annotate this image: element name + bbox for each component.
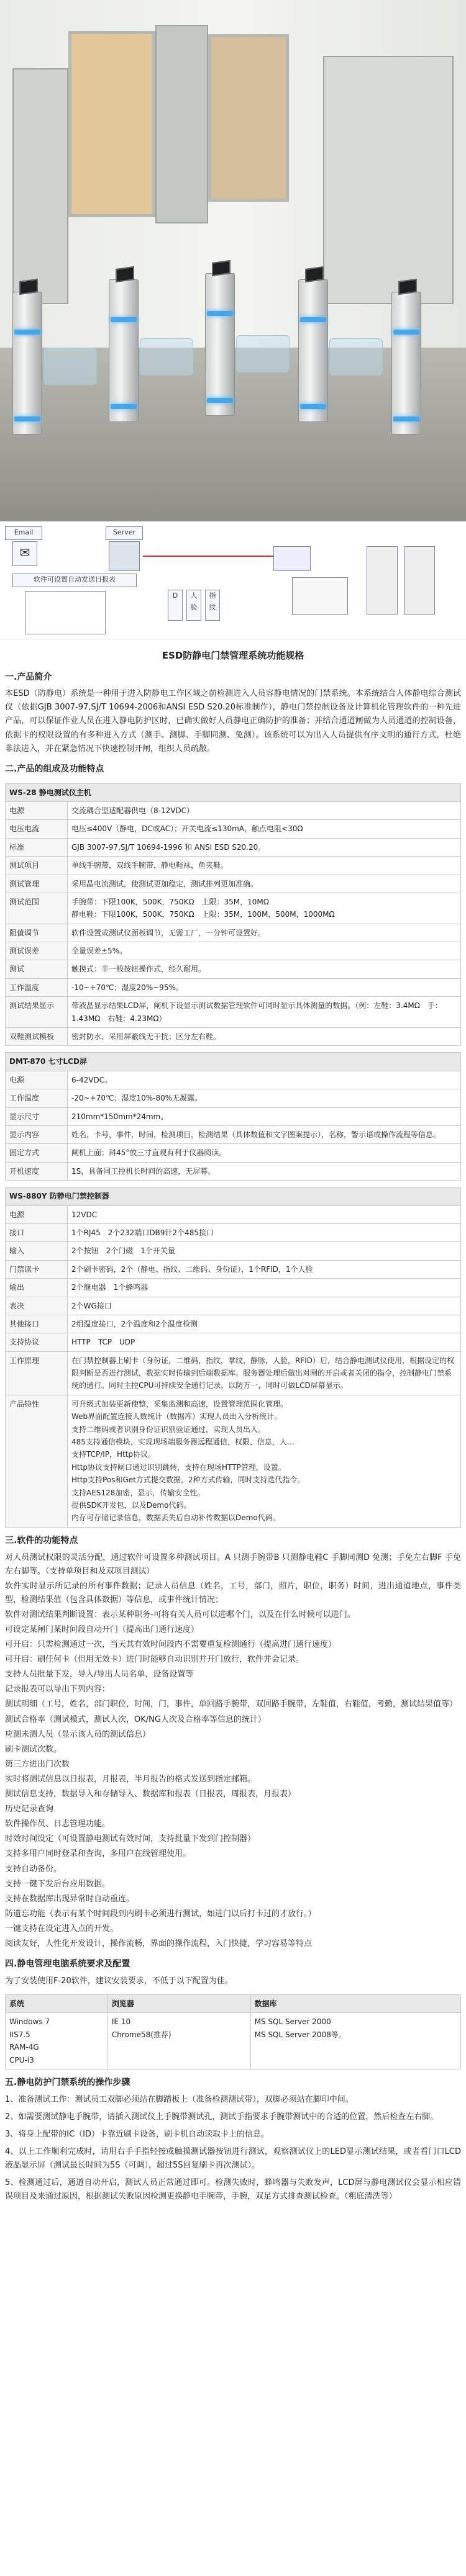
table-row xyxy=(6,838,461,856)
spec-value: 12VDC xyxy=(68,1205,461,1223)
requirements-heading: 四.静电管理电脑系统要求及配置 xyxy=(5,1959,130,1970)
feature-paragraph: 可设定某闸门某时间段自动开门（提高出门通行速度） xyxy=(5,1625,199,1635)
spec-key: 电源 xyxy=(6,1071,68,1089)
spec-key: 显示尺寸 xyxy=(6,1107,68,1125)
spec-key: 开机速度 xyxy=(6,1162,68,1180)
spec-key: 标准 xyxy=(6,838,68,856)
table-row xyxy=(6,978,461,996)
feature-paragraph: 对人员测试权限的灵活分配，通过软件可设置多种测试项目。A 只测手腕带B 只测静电鞋C 手脚同测D 免测；手免左右脚F 手免左右脚等。（支持单项目和及双项目测试） xyxy=(5,1552,461,1576)
spec-value: 手腕带：下限100K，500K，750KΩ 上限：35M，10MΩ 静电鞋：下限100K，500K，750KΩ 上限：35M，100M，500M，1000MΩ xyxy=(68,893,461,924)
feature-paragraph: 测试明细（工号，姓名，部门职位，时间，门，事件，单回路手腕带，双回路手腕带，左鞋值，右鞋值，考勤，测试结果值等） xyxy=(5,1700,458,1709)
software-heading: 三.软件的功能特点 xyxy=(5,1535,78,1546)
table-row xyxy=(6,997,461,1028)
feature-paragraph: 一键支持在设定进入点的开发。 xyxy=(5,1924,119,1934)
feature-paragraph: 可开启：刷任何卡（但用无效卡）进门时能够自动识别并开门放行，软件并会记录。 xyxy=(5,1655,304,1665)
spec-value: 6-42VDC。 xyxy=(68,1071,461,1089)
spec-value: 闸机上面；斜45°放三寸直观有利于仪器阅读。 xyxy=(68,1144,461,1162)
spec-value: 密封防水、采用屏蔽线无干扰；区分左右鞋。 xyxy=(68,1028,461,1046)
operation-step: 5、检测通过后，通道自动开启，测试人员正常通过即可。检测失败时，蜂鸣器与失败发声，LCD屏与静电测试仪会显示相应错误项目及来通过原因，根据测试失败原因检测更换静电手腕带，手腕，双足方式排查测试检查。（粗底清洗等） xyxy=(5,2178,461,2202)
feature-paragraph: 应测未测人员（显示该人员的测试信息） xyxy=(5,1729,151,1739)
spec-key: 电压电流 xyxy=(6,820,68,838)
operation-step: 2、如需要测试静电手腕带，请插入测试仪上手腕带测试孔，测试手指要求手腕带测试中的合适的位置，然后检查左右脚。 xyxy=(5,2112,439,2122)
spec-value: 触摸式：非一般按钮操作式，经久耐用。 xyxy=(68,960,461,978)
req-header: 浏览器 xyxy=(107,1994,250,2012)
feature-paragraph: 阅读友好，人性化开发设计，操作流畅，界面的操作流程，入门快捷，学习容易等特点 xyxy=(5,1939,313,1948)
spec-key: 电源 xyxy=(6,1205,68,1223)
feature-paragraph: 时效时间设定（可设置静电测试有效时间，支持批量下发到门控制器） xyxy=(5,1834,256,1844)
operation-step: 1、准备测试工作：测试员工双脚必须站在脚踏板上（准备检测测试带），双脚必须站在脚印中间。 xyxy=(5,2094,354,2104)
table-row xyxy=(6,875,461,893)
email-label: Email xyxy=(5,526,42,540)
feature-paragraph: 支持多用户同时登录和查询，多用户在线管理使用。 xyxy=(5,1849,191,1859)
report-note: 软件可设置自动发送日报表 xyxy=(12,574,137,587)
spec-value: 2个WG接口 xyxy=(68,1297,461,1315)
spec-value: 1个RJ45 2个232端口DB9针2个485接口 xyxy=(68,1223,461,1241)
feature-paragraph: 测试信息支持，数据导入和存储导入、数据库和报表（日报表，周报表，月报表） xyxy=(5,1790,296,1799)
table-ws28 xyxy=(5,783,461,1047)
operations-heading: 五.静电防护门禁系统的操作步骤 xyxy=(5,2077,130,2087)
table-row xyxy=(6,1242,461,1260)
spec-value: 单线手腕带，双线手腕带，静电鞋袜，鱼夹鞋。 xyxy=(68,857,461,875)
table-row xyxy=(6,1223,461,1241)
feature-paragraph: 软件操作员、日志管理功能。 xyxy=(5,1819,111,1829)
feature-paragraph: 记录报表可以导出下列内容： xyxy=(5,1685,111,1695)
table-title: WS-28 静电测试仪主机 xyxy=(6,783,461,801)
table-row xyxy=(6,1071,461,1089)
spec-key: 电源 xyxy=(6,801,68,819)
feature-paragraph: 支持人员批量下发，导入/导出人员名单，设备设置等 xyxy=(5,1670,194,1680)
table-row xyxy=(6,1144,461,1162)
req-header: 数据库 xyxy=(250,1994,460,2012)
spec-value: -10~+70℃；湿度20%~95%。 xyxy=(68,978,461,996)
spec-key: 输入 xyxy=(6,1242,68,1260)
intro-paragraph: 本ESD（防静电）系统是一种用于进入防静电工作区域之前检测进入人员容静电情况的门禁系统。本系统结合人体静电综合测试仪（依据GJB 3007-97,SJ/T 10694-2006和ANSI ESD S20.20标准制作），静电门禁控制设备及计算机化管理软件的一种先进产品，可以保证作业人员在进入静电防护区时，已确实做好人员静电正确防护的准备；并结合通道闸做为人员通道的控制设备，依据卡的权限设置的有多种进入方式（测手、测脚、手脚同测、免测）。该系统可以为出入人员提供有序文明的通行方式，杜绝非法进入，并在紧急情况下快速控制开闸，组织人员疏散。 xyxy=(5,689,461,754)
spec-key: 测试结果显示 xyxy=(6,997,68,1028)
feature-paragraph: 第三方进出门次数 xyxy=(5,1759,70,1769)
feature-paragraph: 刷卡测试次数。 xyxy=(5,1744,62,1754)
rack-icon xyxy=(292,577,348,615)
requirements-table xyxy=(5,1994,461,2069)
spec-key: 测试误差 xyxy=(6,942,68,960)
spec-value: GJB 3007-97,SJ/T 10694-1996 和 ANSI ESD S20.20。 xyxy=(68,838,461,856)
req-cell: Windows 7 IIS7.5 RAM-4G CPU-i3 xyxy=(6,2013,108,2069)
table-row xyxy=(6,1205,461,1223)
spec-value: HTTP TCP UDP xyxy=(68,1333,461,1351)
intro-heading: 一.产品简介 xyxy=(5,672,52,682)
server-icon xyxy=(109,541,140,571)
controller-icon xyxy=(273,546,311,571)
spec-key: 工作温度 xyxy=(6,1089,68,1107)
spec-value: 电压≤400V（静电，DC或AC）；开关电流≤130mA，触点电阻<30Ω xyxy=(68,820,461,838)
table-title: DMT-870 七寸LCD屏 xyxy=(6,1053,461,1071)
feature-paragraph: 实时将测试信息以日报表，月报表，半月报告的格式发送到指定邮箱。 xyxy=(5,1774,256,1784)
req-header: 系统 xyxy=(6,1994,108,2012)
spec-value: 采用晶电流测试，使测试更加稳定，测试排列更加准确。 xyxy=(68,875,461,893)
gate-b-icon xyxy=(404,546,435,615)
spec-key: 支持协议 xyxy=(6,1333,68,1351)
feature-paragraph: 防遗忘功能（表示有某个时间段到内刷卡必须进行测试，如进门以后打卡过的才放行。） xyxy=(5,1909,316,1919)
table-row xyxy=(6,801,461,819)
finger-node: 人 脸 xyxy=(186,590,201,621)
spec-value: 可升级式加装更新使整，采集监测和高速，设置管理范围化管理。 Web界面配置连接人数统计（数据库）实现人员出入分析统计。 支持二维码或者识别身份证识别验证通过，实现人员出入。 485支持通信模块，实现现场端服务器远程通信，权限，信息，人… 支持TCP/IP，Http协议。 Http协议支持闸口通过识别跳转，支持在现场HTTP管理，设置。 Http支持Pos和Get方式提交数据，2种方式传输，同时支持迭代指令。 支持AES128加密，显示，传输安全性。 提供SDK开发包，以及Demo代码。 内存可存储记录信息，数据丢失后自动补传数据以Demo代码。 xyxy=(68,1395,461,1527)
spec-key: 输出 xyxy=(6,1279,68,1297)
spec-value: 2组温度接口，2个温度和2个温度检测 xyxy=(68,1315,461,1333)
spec-value: 2个刷卡密码，2个（静电、指纹、二维码、身份证），1个RFID，1个人脸 xyxy=(68,1260,461,1278)
feature-paragraph: 测试合格率（测试模式，测试人次，OK/NG人次及合格率等信息的统计） xyxy=(5,1714,266,1724)
spec-key: 阻值调节 xyxy=(6,924,68,942)
spec-key: 测试范围 xyxy=(6,893,68,924)
spec-key: 测试 xyxy=(6,960,68,978)
table-row xyxy=(6,857,461,875)
spec-value: 2个继电器 1个蜂鸣器 xyxy=(68,1279,461,1297)
spec-key: 其他接口 xyxy=(6,1315,68,1333)
operation-step: 4、以上工作顺利完成时，请用右手手指轻按或触摸测试器按钮进行测试，观察测试仪上的LED显示测试结果，或者看门口LCD液晶显示屏（测试最长时间为5S（可调），超过5S回复刷卡再次测试）。 xyxy=(5,2147,461,2171)
spec-key: 表决 xyxy=(6,1297,68,1315)
spec-key: 工作原理 xyxy=(6,1351,68,1395)
feature-paragraph: 支持在数据库出现异常时自动重连。 xyxy=(5,1894,135,1904)
gate-a-icon xyxy=(367,546,398,615)
card-node: 指 纹 xyxy=(205,590,220,621)
spec-key: 双鞋测试模板 xyxy=(6,1028,68,1046)
feature-paragraph: 支持自动备份。 xyxy=(5,1864,62,1874)
spec-value: 软件设置或测试仪面板调节，无需工厂，一分钟可设置好。 xyxy=(68,924,461,942)
hero-photo xyxy=(0,0,466,521)
req-cell: MS SQL Server 2000 MS SQL Server 2008等。 xyxy=(250,2013,460,2069)
table-ws880y xyxy=(5,1187,461,1528)
table-row xyxy=(6,942,461,960)
spec-key: 显示内容 xyxy=(6,1125,68,1143)
components-heading: 二.产品的组成及功能特点 xyxy=(5,763,104,774)
email-icon: ✉ xyxy=(12,541,37,566)
spec-value: -20~+70℃；湿度10%-80%无凝露。 xyxy=(68,1089,461,1107)
spec-value: 2个按钮 2个门磁 1个开关量 xyxy=(68,1242,461,1260)
table-row xyxy=(6,1395,461,1527)
spec-key: 产品特性 xyxy=(6,1395,68,1527)
spec-key: 接口 xyxy=(6,1223,68,1241)
req-cell: IE 10 Chrome58(推荐) xyxy=(107,2013,250,2069)
feature-paragraph: 软件对测试结果判断设置：表示某种职务-可将有关人员可以进哪个门，以及在什么时候可以进门。 xyxy=(5,1610,355,1619)
spec-value: 1S，具备同工控机长时间的高速，无屏幕。 xyxy=(68,1162,461,1180)
spec-key: 测试管理 xyxy=(6,875,68,893)
spec-key: 门禁读卡 xyxy=(6,1260,68,1278)
system-diagram xyxy=(0,521,466,639)
feature-paragraph: 软件实时显示所记录的所有事件数据；记录人员信息（姓名，工号，部门，照片，职位，职务）时间，进出通道地点，事件类型，检测结果值（包含具体数据）等信息，或事件统计情况； xyxy=(5,1581,461,1605)
table-row xyxy=(6,820,461,838)
software-features xyxy=(5,1551,461,1952)
table-row xyxy=(6,960,461,978)
requirements-paragraph: 为了安装使用F-20软件，建议安装要求，不低于以下配置为佳。 xyxy=(5,1976,233,1986)
table-row xyxy=(6,1089,461,1107)
server-label: Server xyxy=(106,526,143,540)
table-row xyxy=(6,1260,461,1278)
face-node: D xyxy=(168,590,183,621)
table-dmt870 xyxy=(5,1052,461,1181)
table-row xyxy=(6,1315,461,1333)
operations-steps xyxy=(5,2093,461,2204)
table-row xyxy=(6,1125,461,1143)
feature-paragraph: 支持一键下发后台应用数据。 xyxy=(5,1879,111,1889)
spec-value: 全量误差±5%。 xyxy=(68,942,461,960)
doc-title: ESD防静电门禁管理系统功能规格 xyxy=(162,650,304,661)
feature-paragraph: 历史记录查询 xyxy=(5,1804,54,1814)
table-row xyxy=(6,1162,461,1180)
operation-step: 3、将身上配带的IC（ID）卡靠近刷卡设备，刷卡机自动读取卡上的信息。 xyxy=(5,2129,270,2139)
table-row xyxy=(6,893,461,924)
table-row xyxy=(6,1279,461,1297)
software-screen-icon xyxy=(25,591,106,634)
table-row xyxy=(6,1333,461,1351)
table-row xyxy=(6,1107,461,1125)
table-row xyxy=(6,924,461,942)
spec-value: 姓名，卡号，事件，时间，检测项目，检测结果（具体数值和文字图案提示），名称，警示语或操作流程等信息。 xyxy=(68,1125,461,1143)
table-row xyxy=(6,1297,461,1315)
spec-key: 测试项目 xyxy=(6,857,68,875)
spec-key: 固定方式 xyxy=(6,1144,68,1162)
feature-paragraph: 可开启：只需检测通过一次，当天其有效时间段内不需要重复检测通行（提高进门通行速度） xyxy=(5,1640,337,1650)
spec-value: 210mm*150mm*24mm。 xyxy=(68,1107,461,1125)
spec-value: 带液晶显示结果LCD屏，闸机下设显示测试数据管理软件可同时显示具体测量的数据。（例：左鞋：3.4MΩ 手：1.43MΩ 右鞋：4.23MΩ） xyxy=(68,997,461,1028)
table-title: WS-880Y 防静电门禁控制器 xyxy=(6,1187,461,1205)
spec-key: 工作温度 xyxy=(6,978,68,996)
table-row xyxy=(6,1351,461,1395)
spec-value: 交流耦合型适配器供电（8-12VDC） xyxy=(68,801,461,819)
table-row xyxy=(6,1028,461,1046)
spec-value: 在门禁控制器上刷卡（身份证，二维码，指纹，掌纹，静脉，人脸，RFID）后，结合静电测试仪使用，根据设定的权限判断是否进行测试，数据实时传输到后端数据库。服务器处理后做出对闸的开启或者关闭的指令，控制静电门禁系统的通行。同时主控CPU可持续安全通行记录，以防万一，同时可做LCD屏幕显示。 xyxy=(68,1351,461,1395)
